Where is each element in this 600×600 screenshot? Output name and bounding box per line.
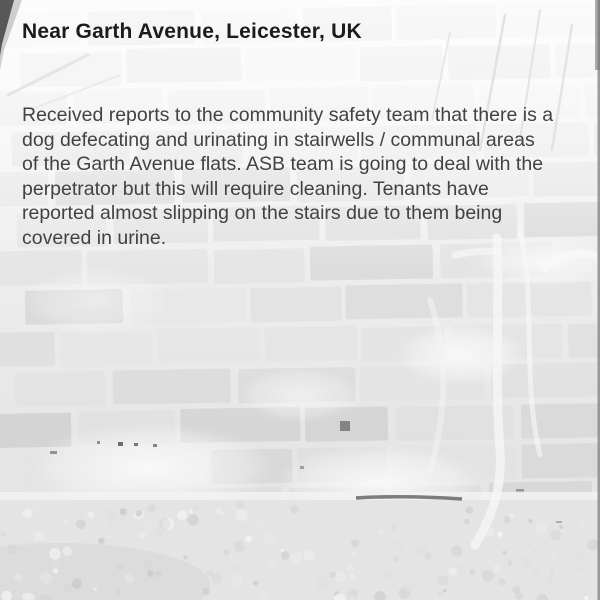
right-edge-top <box>595 0 600 70</box>
description-line: Received reports to the community safety team that there is a <box>22 104 554 126</box>
wall-hole <box>340 421 350 431</box>
description-line: of the Garth Avenue flats. ASB team is going to deal with the <box>22 153 544 175</box>
description-line: perpetrator but this will require cleaning. Tenants have <box>22 177 489 200</box>
description-line: dog defecating and urinating in stairwells / communal areas <box>22 128 535 151</box>
description-line: reported almost slipping on the stairs due to them being <box>22 202 503 224</box>
report-description <box>22 103 553 250</box>
location-title: Near Garth Avenue, Leicester, UK <box>22 20 362 43</box>
description-line: covered in urine. <box>22 226 167 249</box>
